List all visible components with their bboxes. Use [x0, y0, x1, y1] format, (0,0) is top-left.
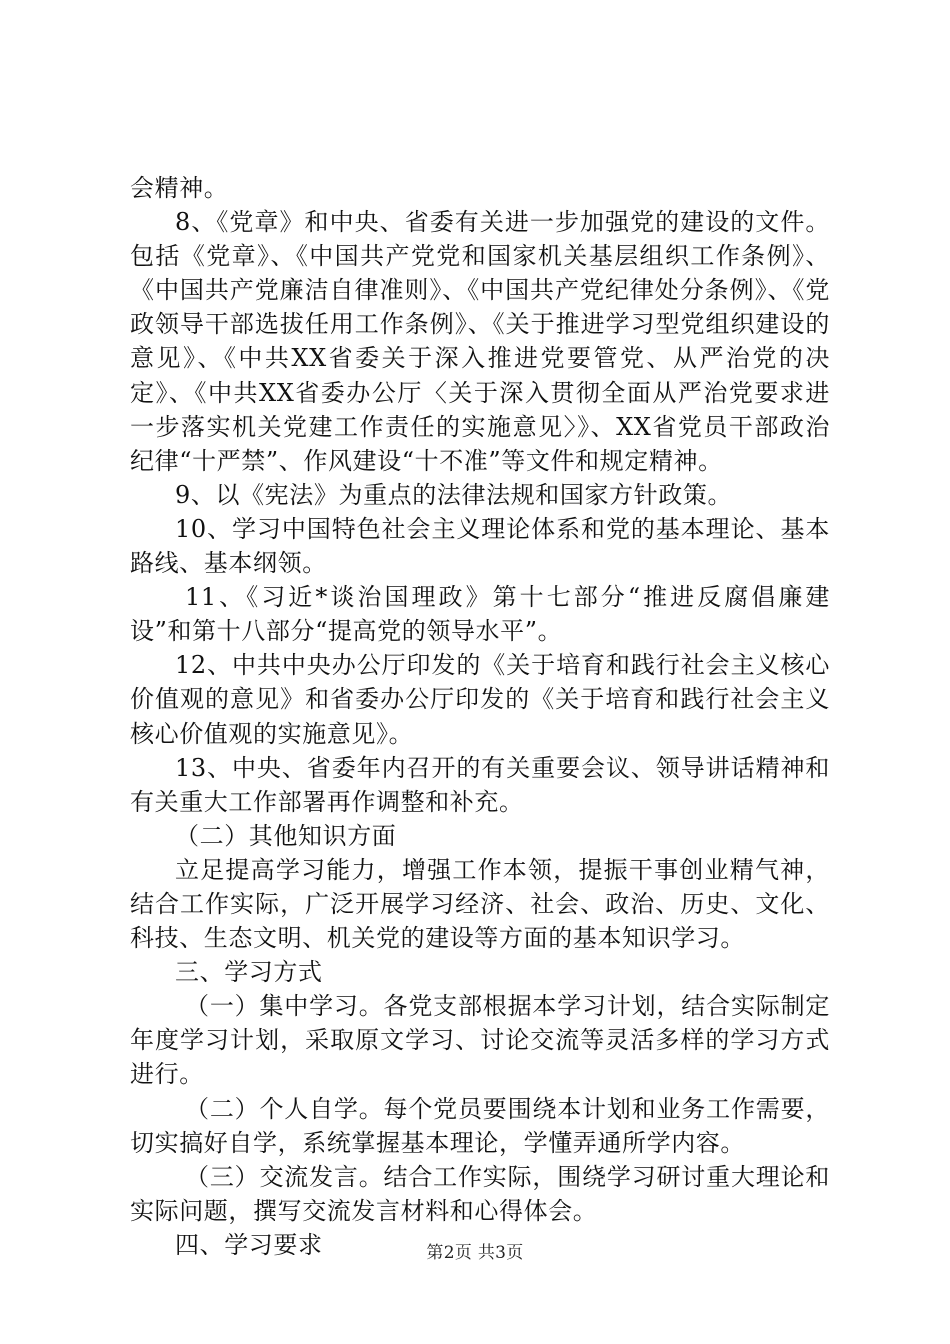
paragraph-other-knowledge: 立足提高学习能力，增强工作本领，提振干事创业精气神，结合工作实际，广泛开展学习经济、社会、政治、历史、文化、科技、生态文明、机关党的建设等方面的基本知识学习。 — [130, 855, 830, 953]
section-heading-study-methods: 三、学习方式 — [175, 958, 323, 987]
document-body — [130, 171, 830, 1262]
paragraph-exchange-speech: （三）交流发言。结合工作实际，围绕学习研讨重大理论和实际问题，撰写交流发言材料和心得体会。 — [130, 1162, 830, 1225]
paragraph-collective-study: （一）集中学习。各党支部根据本学习计划，结合实际制定年度学习计划，采取原文学习、讨论交流等灵活多样的学习方式进行。 — [130, 992, 830, 1089]
page-footer: 第2页 共3页 — [426, 1243, 524, 1263]
paragraph-item-8: 8、《党章》和中央、省委有关进一步加强党的建设的文件。包括《党章》、《中国共产党党和国家机关基层组织工作条例》、《中国共产党廉洁自律准则》、《中国共产党纪律处分条例》、《党政领导干部选拔任用工作条例》、《关于推进学习型党组织建设的意见》、《中共XX省委关于深入推进党要管党、从严治党的决定》、《中共XX省委办公厅〈关于深入贯彻全面从严治党要求进一步落实机关党建工作责任的实施意见〉》、XX省党员干部政治纪律“十严禁”、作风建设“十不准”等文件和规定精神。 — [130, 208, 830, 475]
paragraph-continuation: 会精神。 — [130, 174, 229, 202]
paragraph-item-11: 11、《习近*谈治国理政》第十七部分“推进反腐倡廉建设”和第十八部分“提高党的领导水平”。 — [130, 583, 830, 646]
paragraph-item-9: 9、以《宪法》为重点的法律法规和国家方针政策。 — [175, 480, 733, 509]
paragraph-item-12: 12、中共中央办公厅印发的《关于培育和践行社会主义核心价值观的意见》和省委办公厅印发的《关于培育和践行社会主义核心价值观的实施意见》。 — [130, 651, 830, 748]
paragraph-item-10: 10、学习中国特色社会主义理论体系和党的基本理论、基本路线、基本纲领。 — [130, 514, 830, 578]
section-heading-other-knowledge: （二）其他知识方面 — [175, 821, 397, 850]
paragraph-self-study: （二）个人自学。每个党员要围绕本计划和业务工作需要，切实搞好自学，系统掌握基本理论，学懂弄通所学内容。 — [130, 1094, 830, 1157]
paragraph-item-13: 13、中央、省委年内召开的有关重要会议、领导讲话精神和有关重大工作部署再作调整和补充。 — [130, 753, 830, 816]
section-heading-study-requirements: 四、学习要求 — [175, 1230, 323, 1259]
